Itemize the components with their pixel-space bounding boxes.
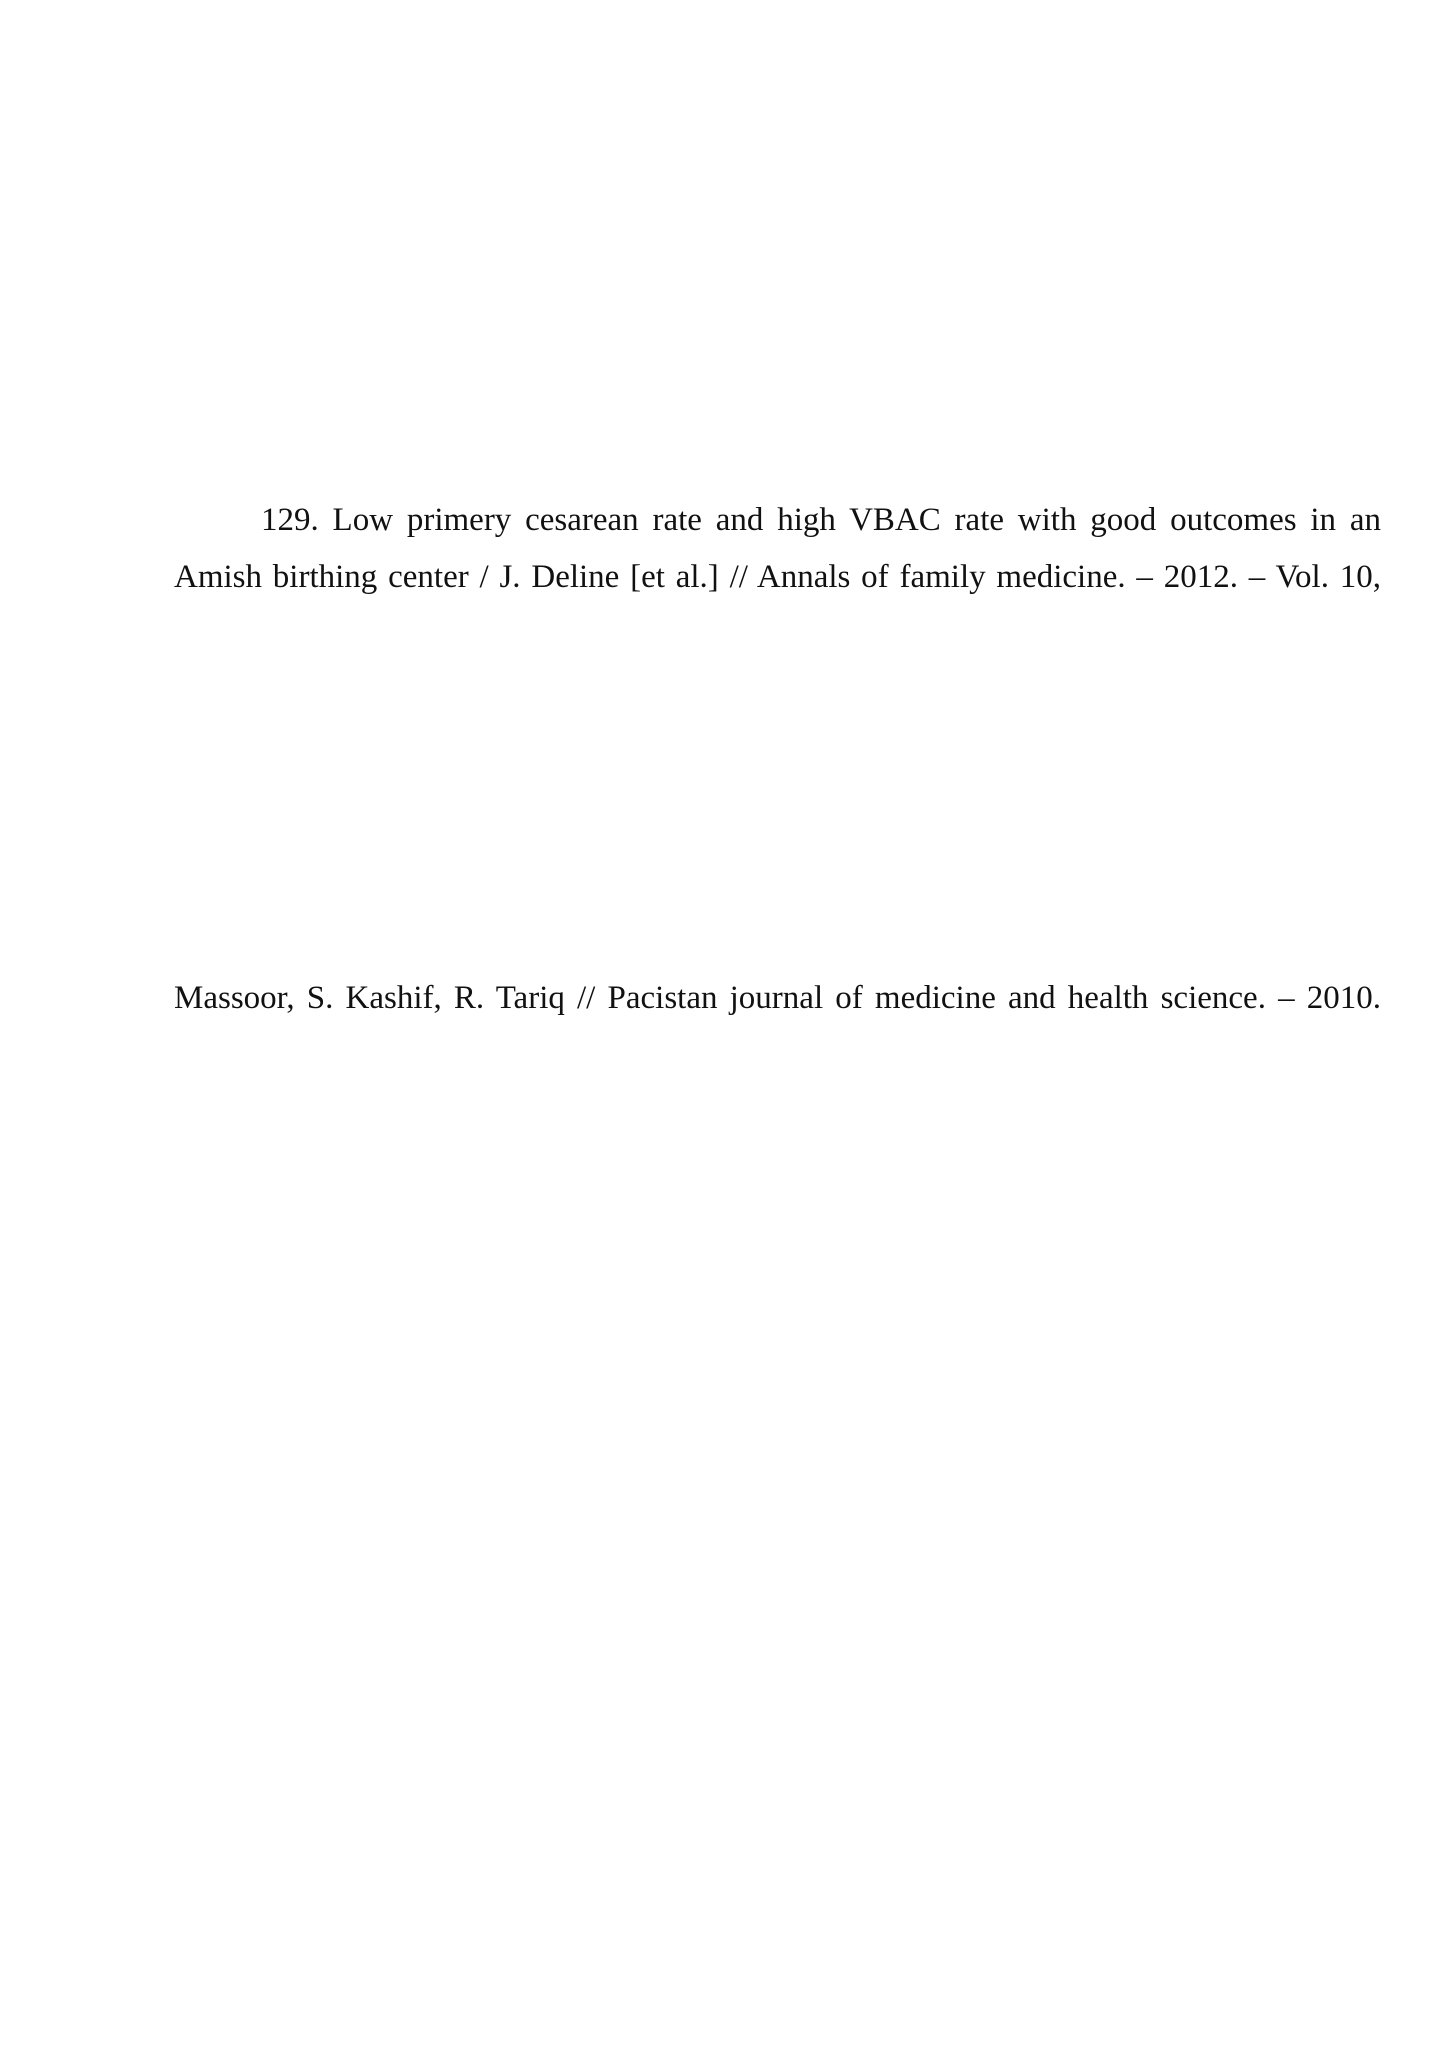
reference-entry-129-line-1: 129. Low primery cesarean rate and high VBAC rate with good outcomes in an xyxy=(261,502,1381,538)
reference-entry-129-line-2: Amish birthing center / J. Deline [et al.] // Annals of family medicine. – 2012. – Vol. 10, xyxy=(174,559,1381,595)
reference-entry-129 xyxy=(174,492,1381,606)
reference-entry-fragment xyxy=(174,970,1381,1027)
reference-entry-fragment-line-1: Massoor, S. Kashif, R. Tariq // Pacistan journal of medicine and health science. – 2010. xyxy=(174,980,1381,1016)
